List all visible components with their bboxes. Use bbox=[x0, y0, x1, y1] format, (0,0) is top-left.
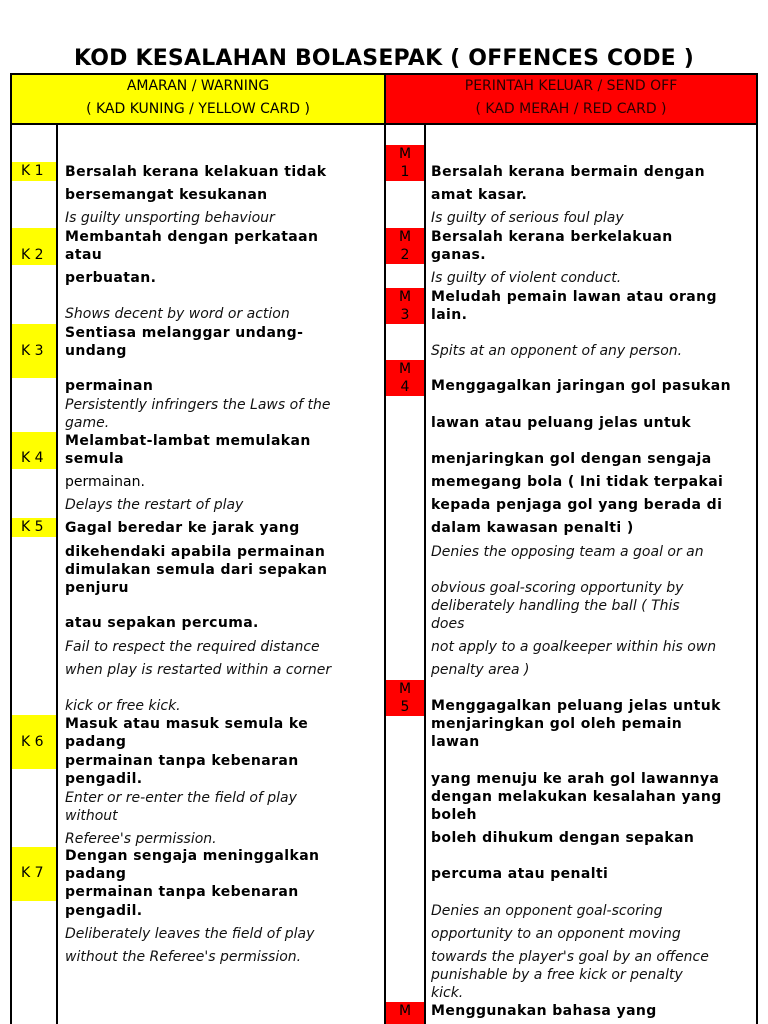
m3-text-line: Meludah pemain lawan atau orang bbox=[431, 289, 717, 305]
k2-text-line: atau bbox=[65, 247, 103, 263]
k5-text-line: dimulakan semula dari sepakan bbox=[65, 562, 328, 578]
k1-english: Is guilty unsporting behaviour bbox=[65, 210, 275, 226]
m5-text-line: dengan melakukan kesalahan yang bbox=[431, 789, 722, 805]
column-divider bbox=[384, 73, 386, 1024]
k4-text-line: permainan. bbox=[65, 474, 145, 490]
code-m5 bbox=[386, 680, 424, 716]
m3-text-line: lain. bbox=[431, 307, 468, 323]
code-m1 bbox=[386, 145, 424, 181]
m5-english: Denies an opponent goal-scoring bbox=[431, 903, 663, 919]
code-m6 bbox=[386, 1002, 424, 1024]
k4-english: Delays the restart of play bbox=[65, 497, 244, 513]
m5-text-line: boleh dihukum dengan sepakan bbox=[431, 830, 695, 846]
code-k1: K 1 bbox=[12, 162, 56, 181]
k5-text-line: penjuru bbox=[65, 580, 129, 596]
table-right-border bbox=[756, 73, 758, 1024]
k3-text-line: Sentiasa melanggar undang- bbox=[65, 325, 304, 341]
m4-english: Denies the opposing team a goal or an bbox=[431, 544, 704, 560]
m2-text-line: ganas. bbox=[431, 247, 486, 263]
sendoff-header-title: PERINTAH KELUAR / SEND OFF bbox=[464, 78, 678, 94]
code-m1-letter: M bbox=[398, 146, 412, 162]
warning-header-subtitle: ( KAD KUNING / YELLOW CARD ) bbox=[86, 101, 310, 117]
k3-text-line: permainan bbox=[65, 378, 154, 394]
k2-english: Shows decent by word or action bbox=[65, 306, 290, 322]
m1-english: Is guilty of serious foul play bbox=[431, 210, 624, 226]
warning-header bbox=[12, 75, 384, 123]
m5-english: towards the player's goal by an offence bbox=[431, 949, 709, 965]
k6-text-line: pengadil. bbox=[65, 771, 143, 787]
code-m4-number: 4 bbox=[400, 379, 410, 395]
warning-header-title: AMARAN / WARNING bbox=[126, 78, 270, 94]
code-m3-letter: M bbox=[398, 289, 412, 305]
m4-english: obvious goal-scoring opportunity by bbox=[431, 580, 684, 596]
k6-text-line: permainan tanpa kebenaran bbox=[65, 753, 299, 769]
m5-text-line: yang menuju ke arah gol lawannya bbox=[431, 771, 720, 787]
k1-text-line: Bersalah kerana kelakuan tidak bbox=[65, 164, 327, 180]
m4-text-line: kepada penjaga gol yang berada di bbox=[431, 497, 723, 513]
k6-english: Referee's permission. bbox=[65, 831, 217, 847]
k7-text-line: Dengan sengaja meninggalkan bbox=[65, 848, 320, 864]
code-m3-number: 3 bbox=[400, 307, 410, 323]
k5-english: when play is restarted within a corner bbox=[65, 662, 332, 678]
m5-english: opportunity to an opponent moving bbox=[431, 926, 681, 942]
code-k2: K 2 bbox=[12, 228, 56, 265]
m6-text-line: Menggunakan bahasa yang bbox=[431, 1003, 657, 1019]
m2-english: Is guilty of violent conduct. bbox=[431, 270, 622, 286]
k6-text-line: Masuk atau masuk semula ke bbox=[65, 716, 309, 732]
m4-text-line: memegang bola ( Ini tidak terpakai bbox=[431, 474, 724, 490]
code-m2 bbox=[386, 228, 424, 264]
k5-text-line: atau sepakan percuma. bbox=[65, 615, 259, 631]
code-m6-letter: M bbox=[398, 1003, 412, 1019]
code-k3: K 3 bbox=[12, 324, 56, 378]
m4-text-line: dalam kawasan penalti ) bbox=[431, 520, 634, 536]
m4-text-line: Menggagalkan jaringan gol pasukan bbox=[431, 378, 731, 394]
k6-text-line: padang bbox=[65, 734, 127, 750]
code-m3 bbox=[386, 288, 424, 324]
m5-text-line: boleh bbox=[431, 807, 477, 823]
m1-text-line: Bersalah kerana bermain dengan bbox=[431, 164, 706, 180]
code-m5-number: 5 bbox=[400, 699, 410, 715]
m4-english: deliberately handling the ball ( This bbox=[431, 598, 680, 614]
warning-code-divider bbox=[56, 123, 58, 1024]
page-title: KOD KESALAHAN BOLASEPAK ( OFFENCES CODE ) bbox=[73, 46, 695, 71]
m5-text-line: Menggagalkan peluang jelas untuk bbox=[431, 698, 721, 714]
k2-text-line: perbuatan. bbox=[65, 270, 157, 286]
m5-english: kick. bbox=[431, 985, 464, 1001]
k6-english: Enter or re-enter the field of play bbox=[65, 790, 297, 806]
m5-text-line: lawan bbox=[431, 734, 480, 750]
m2-text-line: Bersalah kerana berkelakuan bbox=[431, 229, 673, 245]
m4-english: penalty area ) bbox=[431, 662, 530, 678]
code-m4-letter: M bbox=[398, 361, 412, 377]
code-m1-number: 1 bbox=[400, 164, 410, 180]
sendoff-code-divider bbox=[424, 123, 426, 1024]
m4-english: does bbox=[431, 616, 465, 632]
m3-english: Spits at an opponent of any person. bbox=[431, 343, 683, 359]
code-k7: K 7 bbox=[12, 847, 56, 901]
sendoff-header bbox=[386, 75, 756, 123]
k1-text-line: bersemangat kesukanan bbox=[65, 187, 268, 203]
m4-english: not apply to a goalkeeper within his own bbox=[431, 639, 717, 655]
k4-text-line: semula bbox=[65, 451, 125, 467]
k4-text-line: Melambat-lambat memulakan bbox=[65, 433, 311, 449]
k3-text-line: undang bbox=[65, 343, 127, 359]
k7-text-line: permainan tanpa kebenaran bbox=[65, 884, 299, 900]
k5-english: Fail to respect the required distance bbox=[65, 639, 320, 655]
k7-text-line: padang bbox=[65, 866, 127, 882]
code-k4: K 4 bbox=[12, 432, 56, 469]
m1-text-line: amat kasar. bbox=[431, 187, 528, 203]
sendoff-header-subtitle: ( KAD MERAH / RED CARD ) bbox=[475, 101, 667, 117]
m5-text-line: percuma atau penalti bbox=[431, 866, 609, 882]
code-k5: K 5 bbox=[12, 518, 56, 537]
k7-english: without the Referee's permission. bbox=[65, 949, 302, 965]
m5-text-line: menjaringkan gol oleh pemain bbox=[431, 716, 683, 732]
m4-text-line: lawan atau peluang jelas untuk bbox=[431, 415, 692, 431]
k7-english: Deliberately leaves the field of play bbox=[65, 926, 315, 942]
k3-english: Persistently infringers the Laws of the bbox=[65, 397, 331, 413]
k2-text-line: Membantah dengan perkataan bbox=[65, 229, 319, 245]
code-m4 bbox=[386, 360, 424, 396]
code-m5-letter: M bbox=[398, 681, 412, 697]
code-k6: K 6 bbox=[12, 715, 56, 769]
k5-text-line: Gagal beredar ke jarak yang bbox=[65, 520, 300, 536]
m4-text-line: menjaringkan gol dengan sengaja bbox=[431, 451, 712, 467]
k7-text-line: pengadil. bbox=[65, 903, 143, 919]
code-m2-letter: M bbox=[398, 229, 412, 245]
k6-english: without bbox=[65, 808, 118, 824]
k5-text-line: dikehendaki apabila permainan bbox=[65, 544, 326, 560]
m5-english: punishable by a free kick or penalty bbox=[431, 967, 683, 983]
code-m2-number: 2 bbox=[400, 247, 410, 263]
k5-english: kick or free kick. bbox=[65, 698, 181, 714]
k3-english: game. bbox=[65, 415, 110, 431]
